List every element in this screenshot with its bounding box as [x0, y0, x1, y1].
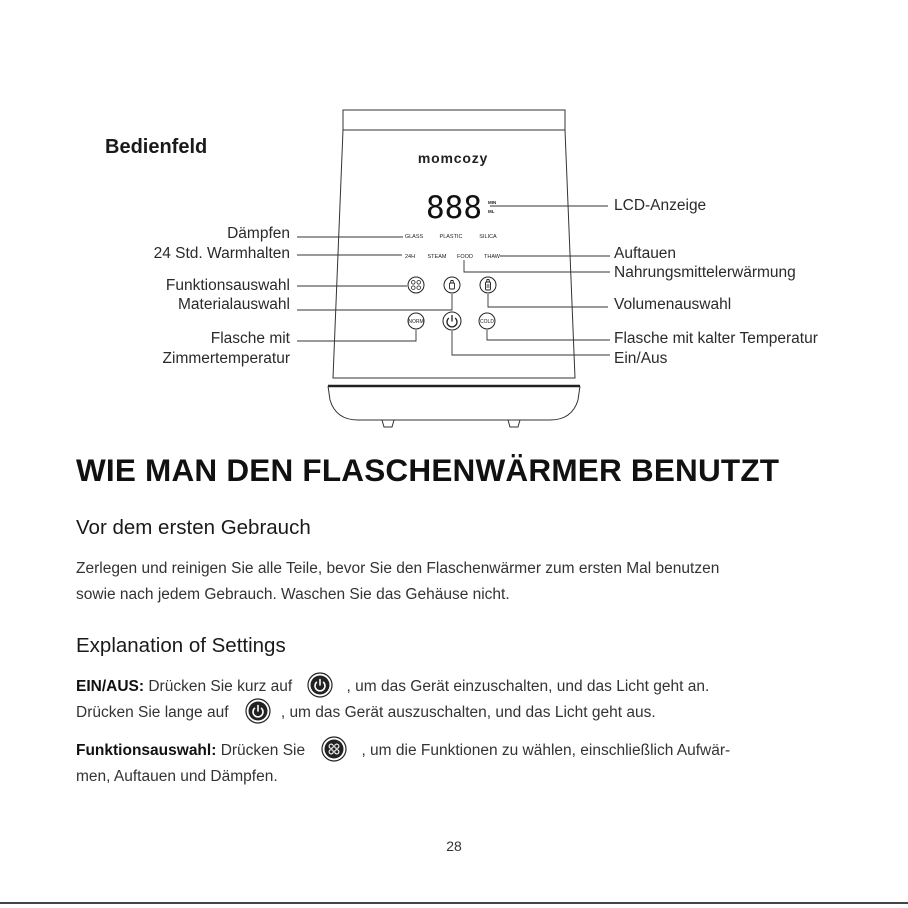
callout-cold-bottle: Flasche mit kalter Temperatur	[614, 330, 818, 347]
main-heading: WIE MAN DEN FLASCHENWÄRMER BENUTZT	[76, 452, 780, 488]
mode-thaw: THAW	[484, 254, 500, 260]
power-line2-a: Drücken Sie lange auf	[76, 704, 229, 721]
brand-logo: momcozy	[417, 150, 489, 166]
function-term: Funktionsauswahl:	[76, 742, 217, 759]
callout-lcd: LCD-Anzeige	[614, 197, 707, 214]
lcd-unit-min: MIN	[488, 200, 497, 205]
power-line2-b: , um das Gerät auszuschalten, und das Licht geht aus.	[280, 704, 656, 721]
material-silica: SILICA	[479, 234, 497, 240]
before-first-use-line1: Zerlegen und reinigen Sie alle Teile, bevor Sie den Flaschenwärmer zum ersten Mal benutzen	[76, 560, 720, 577]
callout-power: Ein/Aus	[614, 350, 668, 367]
power-button[interactable]	[443, 312, 461, 330]
mode-24h: 24H	[404, 254, 416, 260]
lcd-digits: 888	[426, 190, 482, 226]
callout-volume: Volumenauswahl	[614, 296, 732, 313]
lcd-unit-ml: ML	[488, 209, 495, 214]
callout-room-temp-1: Flasche mit	[210, 330, 290, 347]
callout-room-temp-2: Zimmertemperatur	[162, 350, 290, 367]
power-paragraph-line1	[76, 674, 709, 700]
function-grid-icon	[321, 736, 347, 762]
power-term: EIN/AUS:	[76, 678, 145, 695]
function-button[interactable]	[408, 277, 424, 293]
control-panel-diagram	[0, 0, 908, 440]
callout-steam: Dämpfen	[227, 225, 290, 242]
callout-function-select: Funktionsauswahl	[165, 277, 290, 294]
cold-label: COLD	[480, 319, 494, 325]
material-plastic: PLASTIC	[439, 234, 463, 240]
callout-24h-warm: 24 Std. Warmhalten	[153, 245, 290, 262]
norm-label: NORM	[408, 319, 424, 325]
before-first-use-title: Vor dem ersten Gebrauch	[76, 516, 311, 539]
volume-button[interactable]	[480, 277, 496, 293]
function-paragraph-line2: men, Auftauen und Dämpfen.	[76, 768, 278, 785]
power-icon	[307, 672, 333, 698]
panel-title: Bedienfeld	[105, 136, 208, 158]
callout-thaw: Auftauen	[614, 245, 677, 262]
mode-steam: STEAM	[427, 254, 447, 260]
material-glass: GLASS	[404, 234, 424, 240]
settings-title: Explanation of Settings	[76, 634, 286, 657]
before-first-use-line2: sowie nach jedem Gebrauch. Waschen Sie das Gehäuse nicht.	[76, 586, 510, 603]
cold-button[interactable]	[479, 313, 495, 329]
function-paragraph-line1	[76, 738, 730, 764]
norm-button[interactable]	[408, 313, 424, 329]
power-paragraph-line2	[76, 700, 656, 726]
power-icon	[245, 698, 271, 724]
callout-material-select: Materialauswahl	[178, 296, 290, 313]
bottom-rule	[0, 902, 908, 904]
function-line1-a: Drücken Sie	[220, 742, 306, 759]
power-line1-a: Drücken Sie kurz auf	[148, 678, 293, 695]
mode-food: FOOD	[457, 254, 473, 260]
page-number: 28	[446, 838, 462, 854]
material-button[interactable]	[444, 277, 460, 293]
power-line1-b: , um das Gerät einzuschalten, und das Licht geht an.	[346, 678, 710, 695]
lcd-display	[426, 190, 496, 226]
callout-food-warming: Nahrungsmittelerwärmung	[614, 264, 796, 281]
function-line1-b: , um die Funktionen zu wählen, einschließlich Aufwär-	[361, 742, 731, 759]
